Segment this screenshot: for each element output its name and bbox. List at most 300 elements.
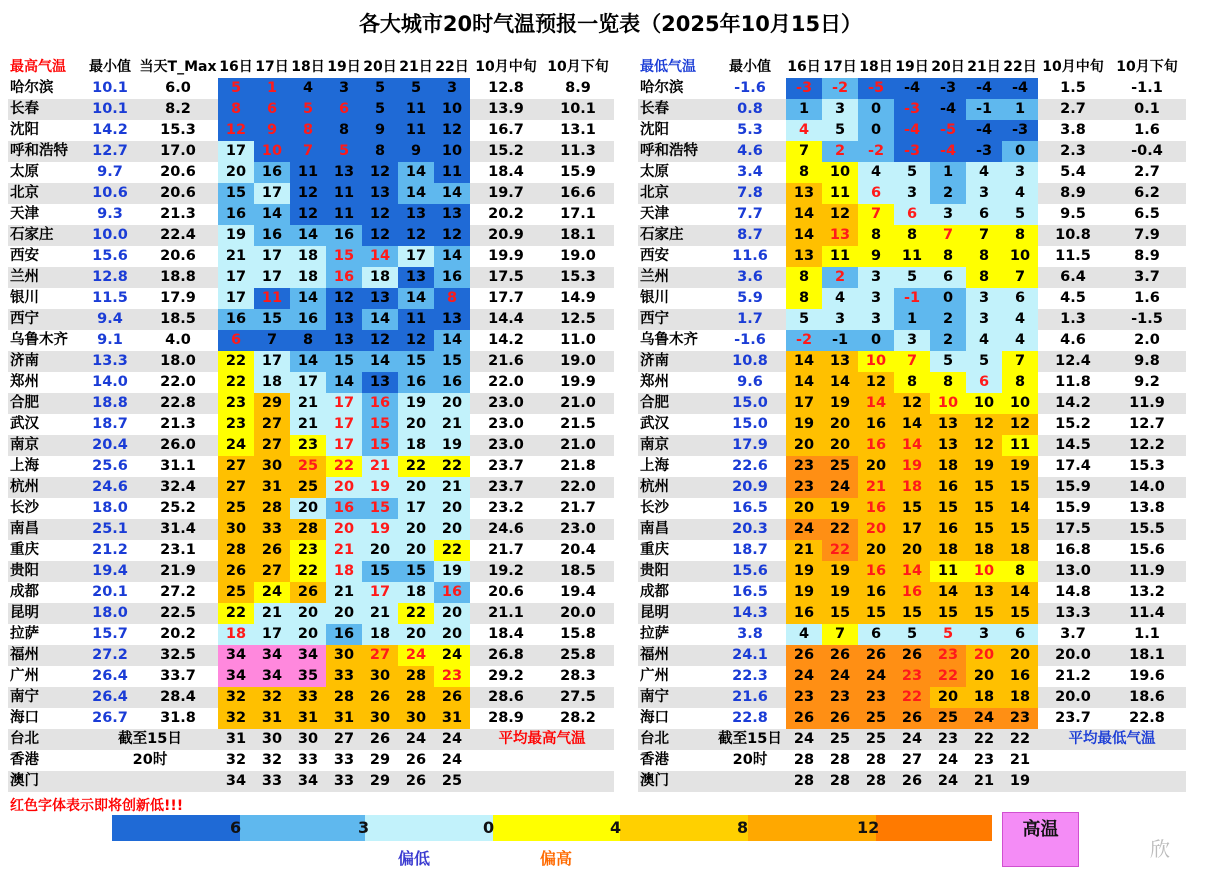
high-cell: 18.5 — [542, 561, 614, 582]
low-day-cell: 22 — [822, 519, 858, 540]
low-cell: 11.9 — [1108, 393, 1186, 414]
low-day-cell: 5 — [930, 624, 966, 645]
high-day-cell: 15 — [362, 414, 398, 435]
low-day-cell: 18 — [1002, 687, 1038, 708]
high-day-cell: 6 — [326, 99, 362, 120]
high-city: 台北 — [8, 729, 82, 750]
low-city: 长沙 — [640, 500, 669, 516]
high-cell: 22.8 — [138, 393, 218, 414]
high-city: 西安 — [10, 248, 39, 264]
low-row — [638, 435, 1186, 456]
high-row — [8, 624, 614, 645]
high-day-cell: 14 — [398, 162, 434, 183]
low-day-cell: 14 — [822, 372, 858, 393]
high-day-cell: 31 — [254, 477, 290, 498]
high-day-cell: 23 — [434, 666, 470, 687]
low-row — [638, 393, 1186, 414]
low-day-cell: 7 — [1002, 267, 1038, 288]
low-city: 哈尔滨 — [640, 80, 684, 96]
high-header-cell: 20日 — [363, 59, 397, 75]
high-day-cell: 16 — [218, 204, 254, 225]
high-header-cell: 10月下旬 — [547, 59, 609, 75]
low-day-cell: 16 — [858, 435, 894, 456]
low-city: 郑州 — [640, 374, 669, 390]
low-cell: 8.9 — [1134, 248, 1160, 264]
high-day-cell: 31 — [326, 708, 362, 729]
low-row — [638, 645, 1186, 666]
low-day-cell: 5 — [894, 624, 930, 645]
high-cell: 28.4 — [138, 687, 218, 708]
high-extra-cell: 33 — [297, 752, 319, 768]
high-cell: 10.1 — [542, 99, 614, 120]
high-min-value: 18.8 — [82, 393, 138, 414]
low-min-value: 7.7 — [737, 206, 763, 222]
high-row — [8, 540, 614, 561]
low-day-cell: 10 — [1002, 393, 1038, 414]
high-day-cell: 25 — [290, 456, 326, 477]
low-day-cell: 11 — [894, 246, 930, 267]
low-day-cell: 6 — [894, 204, 930, 225]
low-day-cell: 14 — [858, 393, 894, 414]
high-extra-cell: 30 — [290, 729, 326, 750]
high-day-cell: 25 — [218, 498, 254, 519]
high-cell: 21.5 — [560, 416, 596, 432]
high-day-cell: 14 — [290, 351, 326, 372]
low-extra-cell: 23 — [973, 752, 995, 768]
low-city: 福州 — [638, 645, 714, 666]
high-cell: 23.2 — [488, 500, 524, 516]
low-cell: 15.3 — [1129, 458, 1165, 474]
high-day-cell: 12 — [290, 183, 326, 204]
high-cell: 19.9 — [560, 374, 596, 390]
high-day-cell: 15 — [362, 498, 398, 519]
high-day-cell: 16 — [326, 267, 362, 288]
low-day-cell: 3 — [858, 288, 894, 309]
low-row — [638, 666, 1186, 687]
low-city: 拉萨 — [640, 626, 669, 642]
high-day-cell: 12 — [362, 225, 398, 246]
high-day-cell: 17 — [254, 246, 290, 267]
low-min-value: 22.3 — [732, 668, 768, 684]
low-min-value: 5.3 — [737, 122, 763, 138]
high-day-cell: 8 — [290, 330, 326, 351]
low-row — [638, 519, 1186, 540]
high-day-cell: 30 — [362, 666, 398, 687]
high-row — [8, 78, 614, 99]
high-cell: 6.0 — [165, 80, 191, 96]
high-day-cell: 25 — [290, 477, 326, 498]
high-day-cell: 17 — [326, 393, 362, 414]
high-day-cell: 22 — [218, 351, 254, 372]
high-day-cell: 13 — [362, 372, 398, 393]
high-day-cell: 16 — [362, 393, 398, 414]
high-day-cell: 15 — [398, 561, 434, 582]
high-cell: 17.1 — [560, 206, 596, 222]
low-header-cell: 22日 — [1003, 59, 1037, 75]
high-row — [8, 477, 614, 498]
low-cell: 12.4 — [1038, 351, 1108, 372]
low-min-value: 20.3 — [714, 519, 786, 540]
high-city: 贵阳 — [8, 561, 82, 582]
high-min-value: 18.0 — [82, 603, 138, 624]
high-cell: 22.0 — [542, 477, 614, 498]
high-day-cell: 31 — [290, 708, 326, 729]
low-day-cell: 14 — [930, 582, 966, 603]
low-avg-label: 平均最低气温 — [1038, 729, 1186, 750]
low-day-cell: 0 — [1002, 141, 1038, 162]
low-min-value: 15.0 — [714, 393, 786, 414]
low-day-cell: 4 — [858, 162, 894, 183]
high-day-cell: 17 — [218, 267, 254, 288]
low-day-cell: -4 — [894, 78, 930, 99]
low-day-cell: 26 — [894, 708, 930, 729]
high-day-cell: 32 — [218, 687, 254, 708]
high-day-cell: 8 — [434, 288, 470, 309]
low-day-cell: 4 — [822, 288, 858, 309]
high-extra-cell: 34 — [290, 771, 326, 792]
high-cell: 21.6 — [470, 351, 542, 372]
high-day-cell: 17 — [326, 414, 362, 435]
low-day-cell: 23 — [786, 477, 822, 498]
low-city: 银川 — [640, 290, 669, 306]
high-day-cell: 21 — [290, 393, 326, 414]
high-cell: 29.2 — [488, 668, 524, 684]
high-day-cell: 30 — [362, 708, 398, 729]
high-day-cell: 17 — [254, 267, 290, 288]
low-cell: 20.0 — [1038, 687, 1108, 708]
high-city: 合肥 — [8, 393, 82, 414]
high-min-value: 14.0 — [92, 374, 128, 390]
high-day-cell: 14 — [362, 246, 398, 267]
high-city: 济南 — [8, 351, 82, 372]
low-cell: 9.5 — [1060, 206, 1086, 222]
low-day-cell: 7 — [822, 624, 858, 645]
low-cell: 1.3 — [1038, 309, 1108, 330]
low-day-cell: 1 — [1002, 99, 1038, 120]
high-row — [8, 393, 614, 414]
high-cell: 24.6 — [470, 519, 542, 540]
low-day-cell: 26 — [786, 708, 822, 729]
high-day-cell: 22 — [218, 603, 254, 624]
low-row — [638, 456, 1186, 477]
high-day-cell: 9 — [254, 120, 290, 141]
high-day-cell: 13 — [434, 204, 470, 225]
high-cell: 28.3 — [560, 668, 596, 684]
low-day-cell: 19 — [786, 561, 822, 582]
legend-gold — [620, 815, 748, 841]
high-day-cell: 15 — [254, 309, 290, 330]
low-day-cell: -1 — [966, 99, 1002, 120]
low-city: 昆明 — [638, 603, 714, 624]
high-row — [8, 309, 614, 330]
high-day-cell: 23 — [290, 435, 326, 456]
low-extra-row — [638, 729, 1186, 750]
low-day-cell: 15 — [966, 477, 1002, 498]
high-day-cell: 22 — [326, 456, 362, 477]
high-day-cell: 20 — [434, 624, 470, 645]
low-day-cell: 13 — [966, 582, 1002, 603]
high-cell: 18.8 — [138, 267, 218, 288]
high-day-cell: 14 — [326, 372, 362, 393]
legend-hot-box: 高温 — [1002, 812, 1079, 867]
high-day-cell: 16 — [434, 582, 470, 603]
low-extra-cell: 26 — [894, 771, 930, 792]
low-header-cell: 10月中旬 — [1042, 59, 1104, 75]
low-cell: 15.9 — [1055, 500, 1091, 516]
high-min-value: 24.6 — [82, 477, 138, 498]
high-extra-cell: 26 — [398, 771, 434, 792]
low-cell: 18.6 — [1108, 687, 1186, 708]
high-day-cell: 5 — [398, 78, 434, 99]
high-day-cell: 28 — [326, 687, 362, 708]
low-day-cell: 15 — [1002, 477, 1038, 498]
low-min-value: 1.7 — [714, 309, 786, 330]
high-day-cell: 23 — [218, 393, 254, 414]
high-day-cell: 21 — [290, 414, 326, 435]
high-min-value: 14.2 — [92, 122, 128, 138]
high-extra-cell: 25 — [434, 771, 470, 792]
low-extra-row — [638, 750, 1186, 771]
high-min-value: 20.1 — [92, 584, 128, 600]
low-day-cell: 17 — [894, 519, 930, 540]
low-city: 西宁 — [638, 309, 714, 330]
high-day-cell: 12 — [362, 330, 398, 351]
low-extra-cell: 21 — [966, 771, 1002, 792]
high-city: 上海 — [10, 458, 39, 474]
low-cell: 1.6 — [1134, 122, 1160, 138]
low-min-value: 3.6 — [714, 267, 786, 288]
low-day-cell: 3 — [966, 309, 1002, 330]
high-day-cell: 17 — [398, 246, 434, 267]
high-day-cell: 18 — [398, 582, 434, 603]
high-cell: 21.1 — [470, 603, 542, 624]
low-cell: -1.5 — [1108, 309, 1186, 330]
high-min-value: 10.1 — [82, 99, 138, 120]
low-row — [638, 561, 1186, 582]
high-city: 太原 — [10, 164, 39, 180]
high-cell: 20.6 — [160, 164, 196, 180]
high-day-cell: 25 — [218, 582, 254, 603]
low-day-cell: 19 — [822, 498, 858, 519]
low-day-cell: 10 — [1002, 246, 1038, 267]
low-city: 杭州 — [638, 477, 714, 498]
low-day-cell: 6 — [966, 204, 1002, 225]
high-day-cell: 28 — [398, 687, 434, 708]
low-cell: 1.6 — [1134, 290, 1160, 306]
high-day-cell: 17 — [254, 183, 290, 204]
low-note-cell — [714, 771, 786, 792]
low-day-cell: 23 — [822, 687, 858, 708]
high-day-cell: 14 — [362, 351, 398, 372]
low-day-cell: 10 — [822, 162, 858, 183]
high-day-cell: 10 — [434, 141, 470, 162]
high-note-cell: 截至15日 — [82, 729, 218, 750]
low-day-cell: 23 — [1002, 708, 1038, 729]
high-cell: 17.7 — [488, 290, 524, 306]
high-cell: 20.6 — [138, 183, 218, 204]
high-min-value: 12.8 — [82, 267, 138, 288]
high-city: 长春 — [8, 99, 82, 120]
high-cell: 21.3 — [160, 416, 196, 432]
low-day-cell: 7 — [786, 141, 822, 162]
low-day-cell: 7 — [930, 225, 966, 246]
low-min-value: 4.6 — [714, 141, 786, 162]
low-cell: 17.5 — [1038, 519, 1108, 540]
high-cell: 21.0 — [542, 435, 614, 456]
high-day-cell: 20 — [326, 519, 362, 540]
low-day-cell: 5 — [894, 162, 930, 183]
low-day-cell: 20 — [822, 435, 858, 456]
high-cell: 12.8 — [488, 80, 524, 96]
high-cell: 27.5 — [542, 687, 614, 708]
high-city: 杭州 — [8, 477, 82, 498]
low-cell: 1.5 — [1060, 80, 1086, 96]
high-cell: 21.3 — [160, 206, 196, 222]
high-day-cell: 17 — [254, 351, 290, 372]
high-extra-cell: 26 — [362, 729, 398, 750]
legend-label-12: 12 — [857, 818, 880, 837]
high-day-cell: 17 — [254, 624, 290, 645]
high-day-cell: 3 — [326, 78, 362, 99]
low-city: 西安 — [640, 248, 669, 264]
high-cell: 19.9 — [488, 248, 524, 264]
high-cell: 21.7 — [560, 500, 596, 516]
low-min-value: 5.9 — [737, 290, 763, 306]
low-min-value: -1.6 — [734, 80, 766, 96]
high-extra-cell: 33 — [333, 752, 355, 768]
high-day-cell: 28 — [398, 666, 434, 687]
low-city: 重庆 — [640, 542, 669, 558]
low-day-cell: -4 — [1002, 78, 1038, 99]
high-day-cell: 22 — [218, 372, 254, 393]
high-day-cell: 29 — [254, 393, 290, 414]
high-cell: 26.0 — [138, 435, 218, 456]
high-extra-cell: 29 — [362, 771, 398, 792]
legend-dark-blue — [112, 815, 240, 841]
high-cell: 12.5 — [542, 309, 614, 330]
high-day-cell: 17 — [218, 141, 254, 162]
high-day-cell: 18 — [326, 561, 362, 582]
high-day-cell: 18 — [398, 435, 434, 456]
low-day-cell: 18 — [966, 540, 1002, 561]
low-row — [638, 267, 1186, 288]
high-day-cell: 16 — [290, 309, 326, 330]
low-day-cell: 6 — [966, 372, 1002, 393]
high-day-cell: 14 — [362, 309, 398, 330]
low-day-cell: 3 — [966, 624, 1002, 645]
high-day-cell: 14 — [434, 330, 470, 351]
high-cell: 32.5 — [138, 645, 218, 666]
high-day-cell: 14 — [398, 288, 434, 309]
low-extra-cell: 23 — [930, 729, 966, 750]
low-day-cell: -1 — [894, 288, 930, 309]
high-min-value: 10.0 — [82, 225, 138, 246]
high-cell: 23.0 — [470, 435, 542, 456]
low-day-cell: 18 — [1002, 540, 1038, 561]
high-day-cell: 12 — [218, 120, 254, 141]
low-day-cell: 10 — [966, 561, 1002, 582]
low-day-cell: 8 — [1002, 372, 1038, 393]
low-day-cell: 5 — [822, 120, 858, 141]
high-row — [8, 141, 614, 162]
high-min-value: 9.3 — [97, 206, 123, 222]
low-day-cell: 3 — [858, 267, 894, 288]
low-min-value: 16.5 — [732, 584, 768, 600]
low-cell: -0.4 — [1108, 141, 1186, 162]
high-cell: 18.0 — [138, 351, 218, 372]
low-day-cell: 26 — [822, 645, 858, 666]
high-day-cell: 20 — [398, 414, 434, 435]
high-day-cell: 16 — [398, 372, 434, 393]
low-day-cell: 8 — [894, 372, 930, 393]
low-day-cell: 10 — [930, 393, 966, 414]
high-day-cell: 15 — [398, 351, 434, 372]
high-city: 西宁 — [8, 309, 82, 330]
low-cell: 9.8 — [1108, 351, 1186, 372]
low-header-cell: 20日 — [931, 59, 965, 75]
high-cell: 28.9 — [488, 710, 524, 726]
low-day-cell: 23 — [930, 645, 966, 666]
page-title: 各大城市20时气温预报一览表（2025年10月15日） — [358, 12, 863, 36]
high-cell: 17.9 — [160, 290, 196, 306]
high-day-cell: 13 — [326, 330, 362, 351]
low-day-cell: 6 — [1002, 624, 1038, 645]
high-day-cell: 13 — [434, 309, 470, 330]
high-day-cell: 9 — [362, 120, 398, 141]
high-day-cell: 18 — [290, 267, 326, 288]
high-row — [8, 603, 614, 624]
low-day-cell: 14 — [894, 561, 930, 582]
low-day-cell: 15 — [1002, 603, 1038, 624]
watermark: 欣 — [1150, 837, 1170, 861]
high-header-cell: 22日 — [435, 59, 469, 75]
high-cell: 25.2 — [160, 500, 196, 516]
legend-mid-blue — [240, 815, 365, 841]
low-day-cell: 8 — [786, 288, 822, 309]
low-day-cell: 6 — [930, 267, 966, 288]
high-cell: 31.8 — [160, 710, 196, 726]
high-day-cell: 19 — [434, 561, 470, 582]
low-row — [638, 288, 1186, 309]
low-day-cell: 14 — [894, 435, 930, 456]
low-temp-table — [638, 57, 1186, 792]
high-row — [8, 183, 614, 204]
low-min-value: 17.9 — [714, 435, 786, 456]
low-row — [638, 99, 1186, 120]
low-note-cell: 截至15日 — [714, 729, 786, 750]
low-day-cell: 20 — [786, 498, 822, 519]
high-day-cell: 12 — [290, 204, 326, 225]
low-cell: 2.0 — [1134, 332, 1160, 348]
high-extra-cell: 26 — [405, 752, 427, 768]
low-day-cell: 25 — [858, 708, 894, 729]
high-day-cell: 21 — [326, 540, 362, 561]
low-day-cell: 16 — [930, 519, 966, 540]
low-day-cell: 16 — [930, 477, 966, 498]
low-day-cell: -4 — [894, 120, 930, 141]
low-day-cell: 21 — [858, 477, 894, 498]
low-cell: 3.7 — [1060, 626, 1086, 642]
high-day-cell: 22 — [398, 603, 434, 624]
high-min-value: 26.7 — [92, 710, 128, 726]
low-cell: 21.2 — [1055, 668, 1091, 684]
low-cell: 22.8 — [1129, 710, 1165, 726]
high-city: 石家庄 — [8, 225, 82, 246]
low-day-cell: 26 — [894, 645, 930, 666]
high-cell: 13.9 — [470, 99, 542, 120]
high-day-cell: 19 — [362, 477, 398, 498]
high-day-cell: 33 — [326, 666, 362, 687]
